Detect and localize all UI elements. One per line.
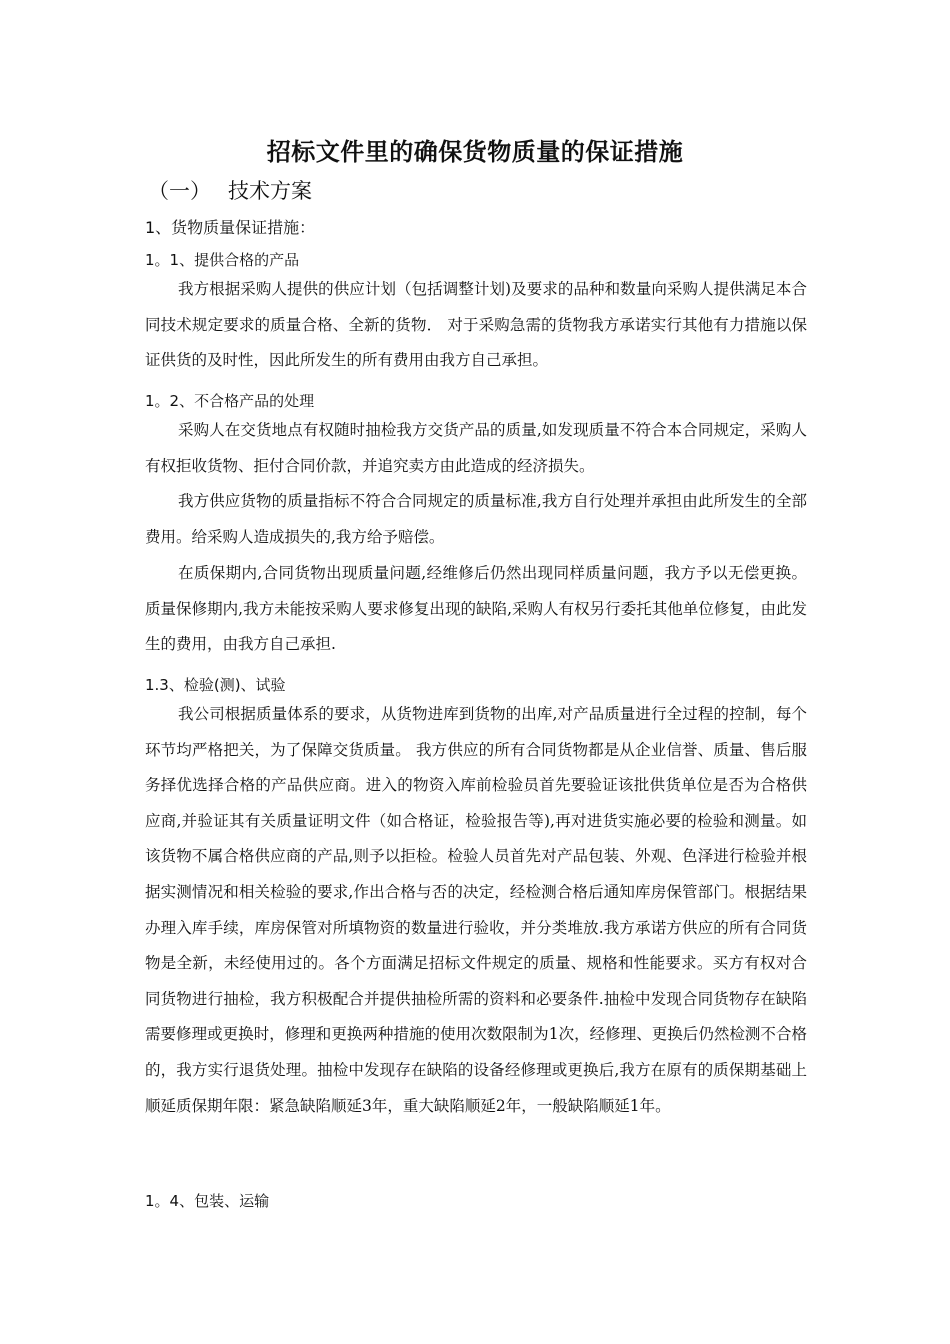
- document-title: 招标文件里的确保货物质量的保证措施: [266, 138, 684, 166]
- section-number: （一）: [148, 179, 211, 203]
- subsection-heading: 1.3、检验(测)、试验: [145, 676, 286, 694]
- paragraph: 在质保期内,合同货物出现质量问题,经维修后仍然出现同样质量问题，我方予以无偿更换。质量保修期内,我方未能按采购人要求修复出现的缺陷,采购人有权另行委托其他单位修复，由此发生的费用，由我方自己承担.: [145, 564, 807, 654]
- subsection-heading: 1。1、提供合格的产品: [145, 251, 300, 269]
- subsection-heading: 1。2、不合格产品的处理: [145, 392, 315, 410]
- paragraph: 我方根据采购人提供的供应计划（包括调整计划)及要求的品种和数量向采购人提供满足本合同技术规定要求的质量合格、全新的货物． 对于采购急需的货物我方承诺实行其他有力措施以保证供货的及时性，因此所发生的所有费用由我方自己承担。: [145, 280, 807, 370]
- paragraph: 我方供应货物的质量指标不符合合同规定的质量标准,我方自行处理并承担由此所发生的全部费用。给采购人造成损失的,我方给予赔偿。: [145, 492, 807, 546]
- paragraph: 采购人在交货地点有权随时抽检我方交货产品的质量,如发现质量不符合本合同规定，采购人有权拒收货物、拒付合同价款，并追究卖方由此造成的经济损失。: [145, 421, 807, 475]
- section-label: 技术方案: [228, 179, 312, 203]
- section-heading: [148, 175, 312, 205]
- heading-quality-measures: 1、货物质量保证措施：: [145, 218, 316, 237]
- subsection-heading: 1。4、包装、运输: [145, 1192, 270, 1210]
- paragraph: 我公司根据质量体系的要求，从货物进库到货物的出库,对产品质量进行全过程的控制，每个环节均严格把关，为了保障交货质量。 我方供应的所有合同货物都是从企业信誉、质量、售后服务择优选择合格的产品供应商。进入的物资入库前检验员首先要验证该批供货单位是否为合格供应商,并验证其有关质量证明文件（如合格证，检验报告等),再对进货实施必要的检验和测量。如该货物不属合格供应商的产品,则予以拒检。检验人员首先对产品包装、外观、色泽进行检验并根据实测情况和相关检验的要求,作出合格与否的决定，经检测合格后通知库房保管部门。根据结果办理入库手续，库房保管对所填物资的数量进行验收，并分类堆放.我方承诺方供应的所有合同货物是全新，未经使用过的。各个方面满足招标文件规定的质量、规格和性能要求。买方有权对合同货物进行抽检，我方积极配合并提供抽检所需的资料和必要条件.抽检中发现合同货物存在缺陷需要修理或更换时，修理和更换两种措施的使用次数限制为1次，经修理、更换后仍然检测不合格的，我方实行退货处理。抽检中发现存在缺陷的设备经修理或更换后,我方在原有的质保期基础上顺延质保期年限：紧急缺陷顺延3年，重大缺陷顺延2年，一般缺陷顺延1年。: [145, 705, 807, 1115]
